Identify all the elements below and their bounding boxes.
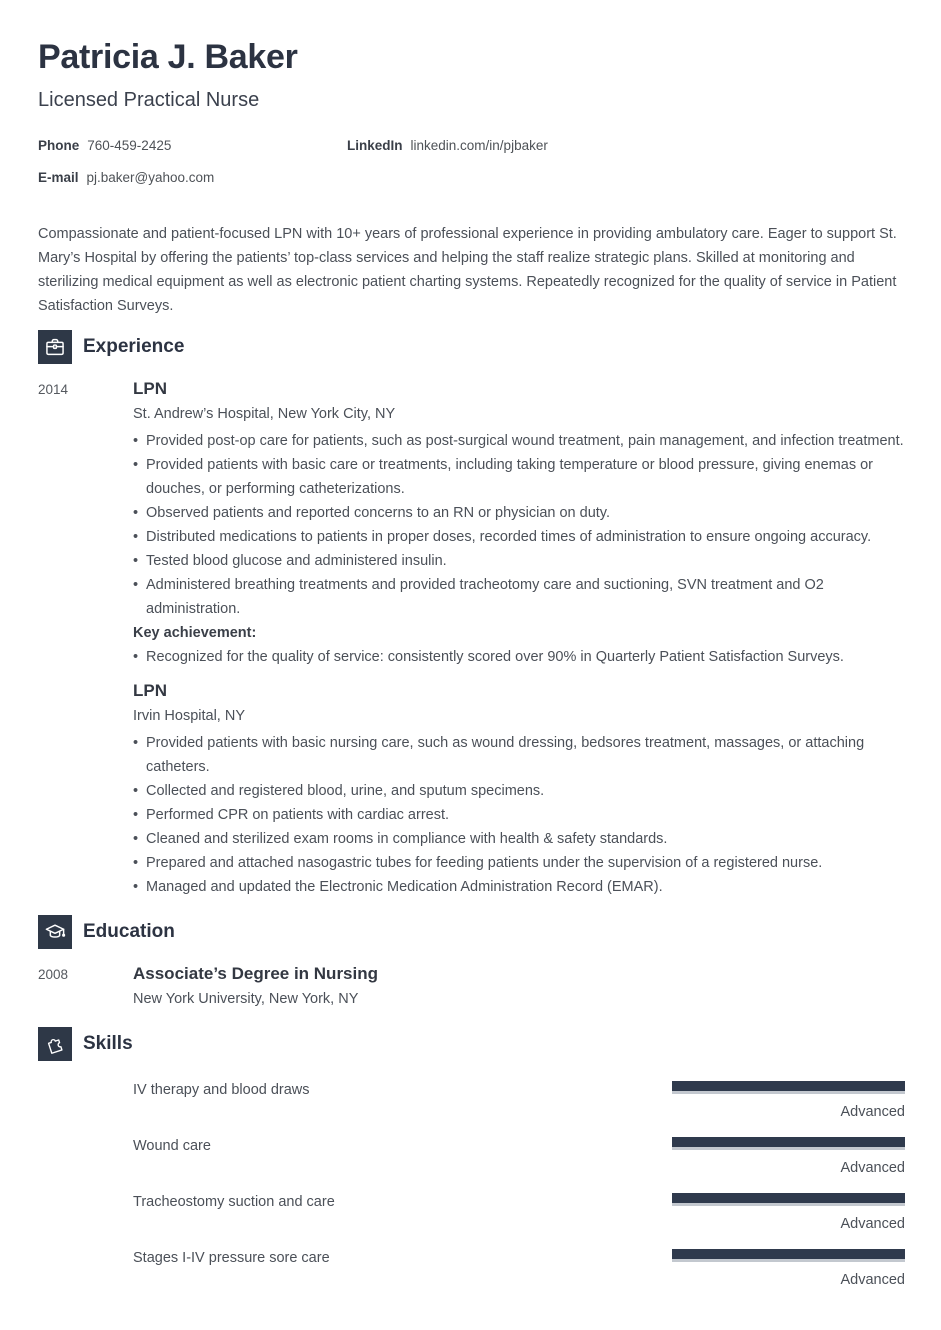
experience-entry [38, 681, 905, 899]
experience-section-title: Experience [83, 336, 185, 357]
bullet-item: • Provided post-op care for patients, such as post-surgical wound treatment, pain management, and infection treatment. [133, 429, 905, 453]
puzzle-icon [38, 1027, 72, 1061]
bullet-item: • Provided patients with basic care or treatments, including taking temperature or blood pressure, giving enemas or douches, or performing catheterizations. [133, 453, 905, 501]
skills-section-header [38, 1027, 905, 1061]
phone-value: 760-459-2425 [87, 138, 172, 153]
skill-row [38, 1081, 905, 1120]
email-value: pj.baker@yahoo.com [86, 170, 215, 185]
bullet-item: • Managed and updated the Electronic Medication Administration Record (EMAR). [133, 875, 905, 899]
bullet-item: • Administered breathing treatments and provided tracheotomy care and suctioning, SVN treatment and O2 administration. [133, 573, 905, 621]
candidate-name: Patricia J. Baker [38, 38, 298, 76]
bullet-item: • Prepared and attached nasogastric tubes for feeding patients under the supervision of a registered nurse. [133, 851, 905, 875]
contact-linkedin [347, 138, 905, 153]
skill-level-bar [672, 1137, 905, 1150]
skill-level-label: Advanced [840, 1216, 905, 1232]
skill-level-bar [672, 1249, 905, 1262]
entry-bullets [133, 731, 905, 899]
education-entries [38, 964, 905, 1007]
bullet-item: • Recognized for the quality of service: consistently scored over 90% in Quarterly Patient Satisfaction Surveys. [133, 645, 905, 669]
education-section-header [38, 915, 905, 949]
skill-name: Wound care [133, 1138, 211, 1154]
resume-header [38, 38, 905, 111]
skill-row [38, 1249, 905, 1288]
linkedin-link[interactable]: linkedin.com/in/pjbaker [410, 138, 548, 153]
bullet-item: • Provided patients with basic nursing care, such as wound dressing, bedsores treatment, massages, or attaching catheters. [133, 731, 905, 779]
education-entry [38, 964, 905, 1007]
skill-level-bar [672, 1193, 905, 1206]
bullet-item: • Performed CPR on patients with cardiac arrest. [133, 803, 905, 827]
phone-label: Phone [38, 138, 80, 153]
graduation-cap-icon [38, 915, 72, 949]
skill-level-bar [672, 1081, 905, 1094]
contact-block [38, 138, 905, 185]
skill-level-label: Advanced [840, 1160, 905, 1176]
briefcase-icon [38, 330, 72, 364]
achievement-bullets [133, 645, 905, 669]
experience-entry [38, 379, 905, 669]
bullet-item: • Collected and registered blood, urine, and sputum specimens. [133, 779, 905, 803]
skills-list [38, 1081, 905, 1288]
entry-title: LPN [133, 681, 167, 700]
bullet-item: • Tested blood glucose and administered insulin. [133, 549, 905, 573]
email-label: E-mail [38, 170, 79, 185]
contact-email [38, 170, 347, 185]
skills-section-title: Skills [83, 1033, 133, 1054]
entry-title: LPN [133, 379, 167, 398]
entry-body [133, 379, 905, 669]
degree-title: Associate’s Degree in Nursing [133, 964, 379, 983]
contact-phone [38, 138, 347, 153]
skill-level-label: Advanced [840, 1272, 905, 1288]
entry-company: Irvin Hospital, NY [133, 708, 246, 724]
bullet-item: • Distributed medications to patients in proper doses, recorded times of administration to ensure ongoing accuracy. [133, 525, 905, 549]
education-section-title: Education [83, 921, 175, 942]
entry-date [38, 681, 133, 899]
entry-date: 2008 [38, 967, 69, 982]
entry-body [133, 964, 905, 1007]
professional-summary: Compassionate and patient-focused LPN with 10+ years of professional experience in providing ambulatory care. Eager to support St. Mary’s Hospital by offering the patients’ top-class services and helping the staff realize strategic plans. Skilled at monitoring and sterilizing medical equipment as well as electronic patient charting systems. Repeatedly recognized for the quality of service in Patient Satisfaction Surveys. [38, 226, 897, 314]
entry-date: 2014 [38, 382, 69, 397]
entry-bullets [133, 429, 905, 621]
skill-level-label: Advanced [840, 1104, 905, 1120]
skill-row [38, 1137, 905, 1176]
skill-row [38, 1193, 905, 1232]
bullet-item: • Observed patients and reported concerns to an RN or physician on duty. [133, 501, 905, 525]
candidate-job-title: Licensed Practical Nurse [38, 89, 260, 111]
entry-company: St. Andrew’s Hospital, New York City, NY [133, 406, 396, 422]
bullet-item: • Cleaned and sterilized exam rooms in compliance with health & safety standards. [133, 827, 905, 851]
linkedin-label: LinkedIn [347, 138, 403, 153]
skill-name: IV therapy and blood draws [133, 1082, 310, 1098]
experience-section-header [38, 330, 905, 364]
skill-name: Tracheostomy suction and care [133, 1194, 335, 1210]
skill-name: Stages I-IV pressure sore care [133, 1250, 330, 1266]
key-achievement-label: Key achievement: [133, 625, 257, 641]
entry-body [133, 681, 905, 899]
school-name: New York University, New York, NY [133, 991, 359, 1007]
experience-entries [38, 379, 905, 899]
